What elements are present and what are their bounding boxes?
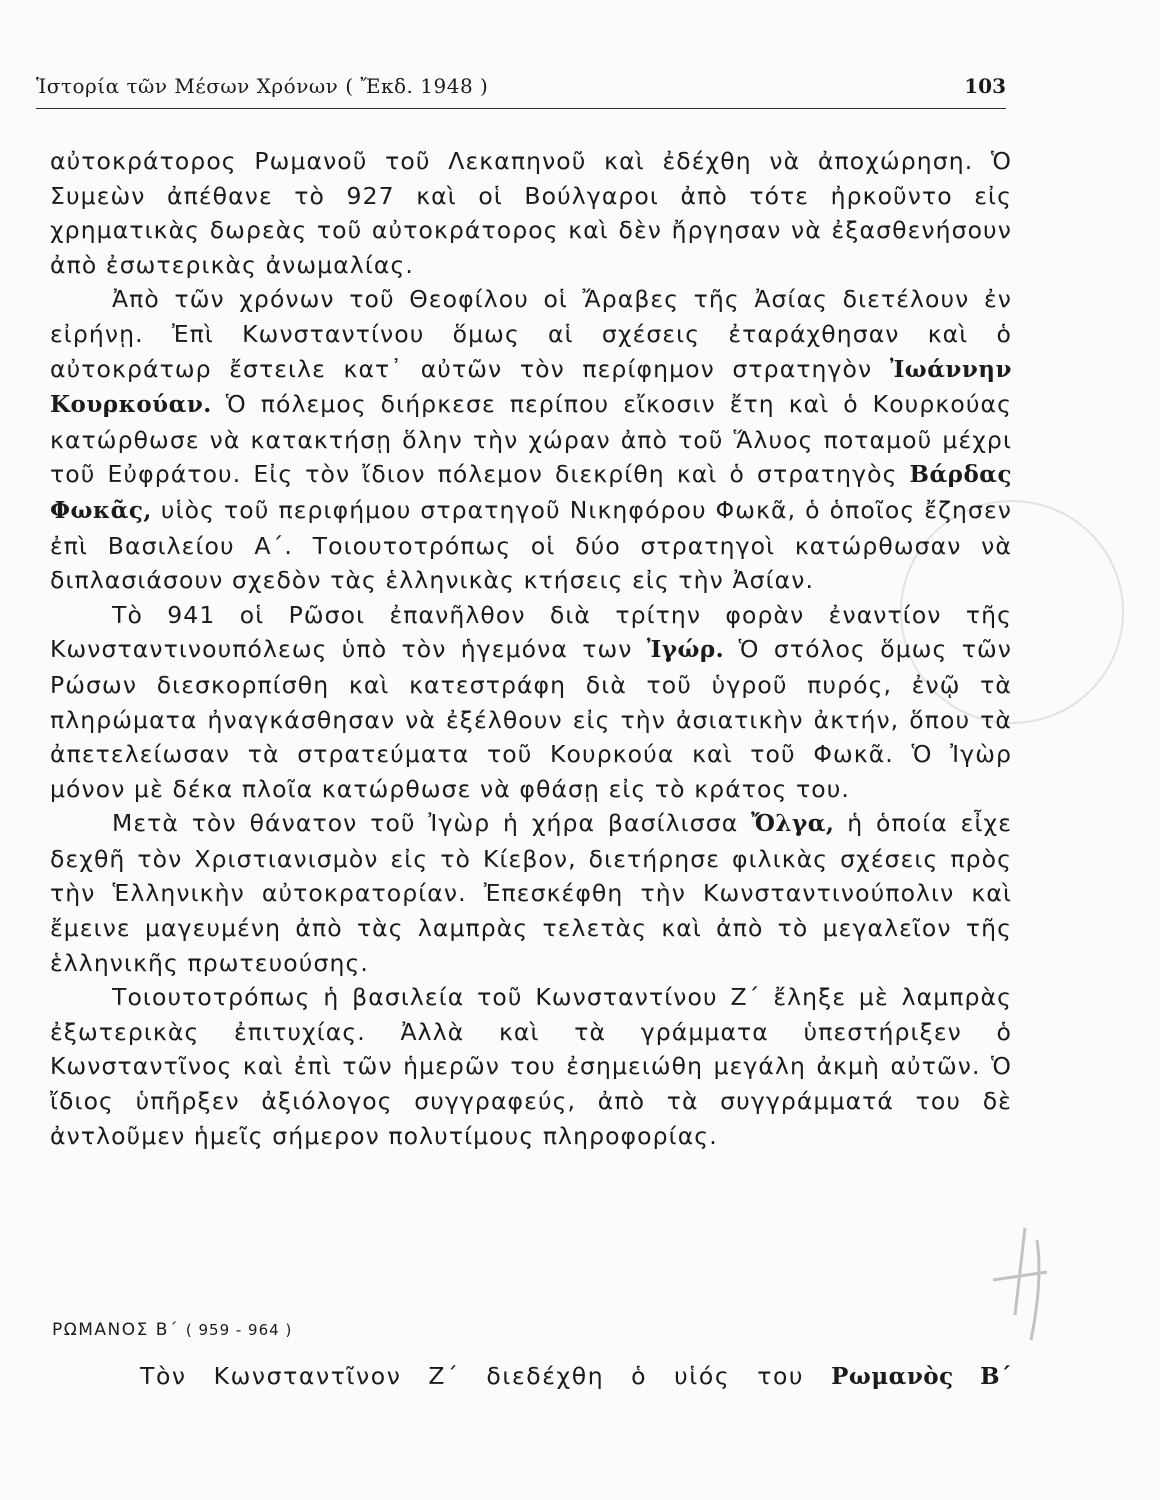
running-header-title: Ἱστορία τῶν Μέσων Χρόνων ( Ἔκδ. 1948 ) (36, 74, 489, 98)
paragraph-1: αὐτοκράτορος Ρωμανοῦ τοῦ Λεκαπηνοῦ καὶ ἐδέχθη νὰ ἀποχώρηση. Ὁ Συμεὼν ἀπέθανε τὸ 927 καὶ οἱ Βούλγαροι ἀπὸ τότε ἠρκοῦντο εἰς χρηματικὰς δωρεὰς τοῦ αὐτοκράτορος καὶ δὲν ἤργησαν νὰ ἐξασθενήσουν ἀπὸ ἐσωτερικὰς ἀνωμαλίας. (50, 147, 1012, 279)
running-header (36, 72, 1006, 112)
body-text (50, 144, 1012, 1153)
closing-line: Τὸν Κωνσταντῖνον Ζ΄ διεδέχθη ὁ υἱός του Ρωμανὸς Β΄ (140, 1362, 1013, 1390)
pencil-mark (985, 1220, 1055, 1360)
header-rule (36, 108, 1006, 109)
bold-name: Ἰγώρ. (646, 636, 725, 664)
paragraph-5: Τοιουτοτρόπως ἡ βασιλεία τοῦ Κωνσταντίνου Ζ΄ ἔληξε μὲ λαμπρὰς ἐξωτερικὰς ἐπιτυχίας. Ἀλλὰ καὶ τὰ γράμματα ὑπεστήριξεν ὁ Κωνσταντῖνος καὶ ἐπὶ τῶν ἡμερῶν του ἐσημειώθη μεγάλη ἀκμὴ αὐτῶν. Ὁ ἴδιος ὑπῆρξεν ἀξιόλογος συγγραφεύς, ἀπὸ τὰ συγγράμματά του δὲ ἀντλοῦμεν ἡμεῖς σήμερον πολυτίμους πληροφορίας. (50, 983, 1012, 1150)
paragraph-3: Τὸ 941 οἱ Ρῶσοι ἐπανῆλθον διὰ τρίτην φορὰν ἐναντίον τῆς Κωνσταντινουπόλεως ὑπὸ τὸν ἡγεμόνα των Ἰγώρ. Ὁ στόλος ὅμως τῶν Ρώσων διεσκορπίσθη καὶ κατεστράφη διὰ τοῦ ὑγροῦ πυρός, ἐνῷ τὰ πληρώματα ἠναγκάσθησαν νὰ ἐξέλθουν εἰς τὴν ἀσιατικὴν ἀκτήν, ὅπου τὰ ἀπετελείωσαν τὰ στρατεύματα τοῦ Κουρκούα καὶ τοῦ Φωκᾶ. Ὁ Ἰγὼρ μόνον μὲ δέκα πλοῖα κατώρθωσε νὰ φθάσῃ εἰς τὸ κράτος του. (50, 600, 1012, 803)
paragraph-2: Ἀπὸ τῶν χρόνων τοῦ Θεοφίλου οἱ Ἄραβες τῆς Ἀσίας διετέλουν ἐν εἰρήνῃ. Ἐπὶ Κωνσταντίνου ὅμως αἱ σχέσεις ἐταράχθησαν καὶ ὁ αὐτοκράτωρ ἔστειλε κατ᾽ αὐτῶν τὸν περίφημον στρατηγὸν Ἰωάννην Κουρκούαν. Ὁ πόλεμος διήρκεσε περίπου εἴκοσιν ἔτη καὶ ὁ Κουρκούας κατώρθωσε νὰ κατακτήσῃ ὅλην τὴν χώραν ἀπὸ τοῦ Ἅλυος ποταμοῦ μέχρι τοῦ Εὐφράτου. Εἰς τὸν ἴδιον πόλεμον διεκρίθη καὶ ὁ στρατηγὸς Βάρδας Φωκᾶς, υἱὸς τοῦ περιφήμου στρατηγοῦ Νικηφόρου Φωκᾶ, ὁ ὁποῖος ἔζησεν ἐπὶ Βασιλείου Α΄. Τοιουτοτρόπως οἱ δύο στρατηγοὶ κατώρθωσαν νὰ διπλασιάσουν σχεδὸν τὰς ἑλληνικὰς κτήσεις εἰς τὴν Ἀσίαν. (50, 285, 1012, 595)
bold-name: Ὄλγα, (751, 810, 835, 838)
section-heading-years: ( 959 - 964 ) (185, 1321, 293, 1339)
bold-name: Ρωμανὸς Β΄ (831, 1363, 1013, 1390)
paragraph-4: Μετὰ τὸν θάνατον τοῦ Ἰγὼρ ἡ χήρα βασίλισσα Ὄλγα, ἡ ὁποία εἶχε δεχθῆ τὸν Χριστιανισμὸν εἰς τὸ Κίεβον, διετήρησε φιλικὰς σχέσεις πρὸς τὴν Ἑλληνικὴν αὐτοκρατορίαν. Ἐπεσκέφθη τὴν Κωνσταντινούπολιν καὶ ἔμεινε μαγευμένη ἀπὸ τὰς λαμπρὰς τελετὰς καὶ ἀπὸ τὸ μεγαλεῖον τῆς ἑλληνικῆς πρωτευούσης. (50, 809, 1013, 977)
page-number: 103 (964, 74, 1006, 98)
bold-name: Βάρδας Φωκᾶς, (50, 461, 1012, 524)
bold-name: Ἰωάννην Κουρκούαν. (50, 355, 1012, 419)
section-heading (52, 1320, 292, 1340)
section-heading-title: ΡΩΜΑΝΟΣ Β΄ (52, 1320, 179, 1340)
